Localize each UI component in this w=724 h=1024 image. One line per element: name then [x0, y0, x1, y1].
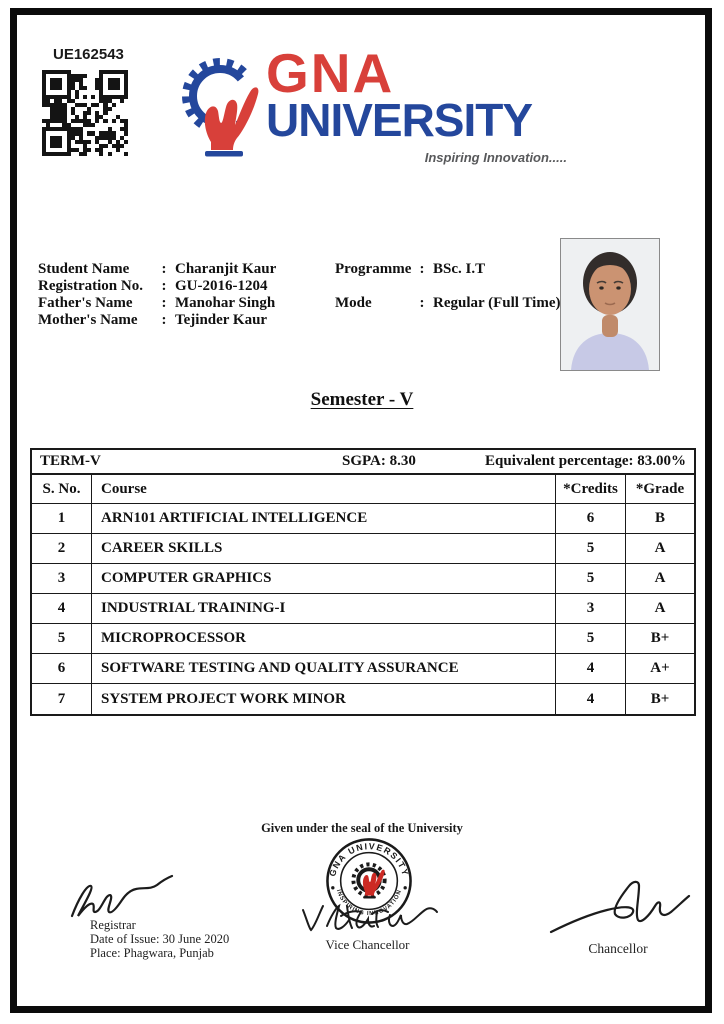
registration-row: [38, 278, 276, 295]
sno-cell: 1: [32, 504, 92, 533]
mode-label: Mode: [335, 295, 372, 311]
vice-chancellor-label: Vice Chancellor: [325, 937, 410, 952]
registrar-signature: [62, 872, 177, 922]
course-cell: ARN101 ARTIFICIAL INTELLIGENCE: [92, 504, 556, 533]
course-header: Course: [92, 475, 556, 503]
student-photo: [560, 238, 660, 371]
mode-value: Regular (Full Time): [433, 295, 561, 311]
student-name-label: Student Name: [38, 261, 130, 277]
term-label: TERM-V: [40, 453, 101, 469]
colon: :: [161, 295, 167, 311]
table-header-row: [32, 475, 694, 504]
mother-name-label: Mother's Name: [38, 312, 138, 328]
registrar-block: [90, 918, 229, 960]
credits-cell: 5: [556, 564, 626, 593]
colon: :: [419, 295, 425, 311]
gear-hand-logo-icon: [180, 50, 264, 158]
credits-cell: 3: [556, 594, 626, 623]
mother-name-value: Tejinder Kaur: [175, 312, 268, 328]
sno-cell: 4: [32, 594, 92, 623]
course-cell: SYSTEM PROJECT WORK MINOR: [92, 684, 556, 714]
table-row: [32, 564, 694, 594]
seal-caption: Given under the seal of the University: [261, 821, 463, 835]
seal-top-text: GNA UNIVERSITY: [327, 841, 411, 878]
credits-header: *Credits: [556, 475, 626, 503]
sno-cell: 7: [32, 684, 92, 714]
credits-cell: 5: [556, 534, 626, 563]
table-row: [32, 684, 694, 714]
term-summary-row: [32, 450, 694, 475]
credits-cell: 6: [556, 504, 626, 533]
grade-cell: A: [654, 540, 666, 556]
student-name-value: Charanjit Kaur: [175, 261, 277, 277]
grade-header: *Grade: [635, 480, 685, 497]
table-row: [32, 654, 694, 684]
registration-label: Registration No.: [38, 278, 143, 294]
registration-value: GU-2016-1204: [175, 278, 268, 294]
grade-cell: B+: [650, 690, 670, 707]
student-photo-image: [561, 239, 659, 370]
chancellor-label: Chancellor: [588, 941, 648, 956]
mother-name-row: [38, 312, 276, 329]
grade-cell: B+: [650, 630, 670, 646]
grade-cell: B: [654, 510, 665, 526]
course-cell: INDUSTRIAL TRAINING-I: [92, 594, 556, 623]
date-of-issue: Date of Issue: 30 June 2020: [90, 932, 230, 946]
grade-cell: A+: [650, 660, 670, 676]
svg-text:GNA UNIVERSITY: [327, 841, 411, 878]
result-table: [30, 448, 696, 716]
table-row: [32, 594, 694, 624]
credits-cell: 4: [556, 654, 626, 683]
seal-bottom-text: INSPIRING INNOVATION: [334, 888, 404, 918]
sgpa-value: SGPA: 8.30: [342, 453, 416, 469]
colon: :: [161, 278, 167, 294]
sno-cell: 3: [32, 564, 92, 593]
chancellor-signature: [543, 868, 693, 940]
father-name-row: [38, 295, 276, 312]
programme-label: Programme: [335, 261, 412, 277]
logo-text-gna: GNA: [266, 42, 395, 104]
table-row: [32, 534, 694, 564]
equivalent-percentage: Equivalent percentage: 83.00%: [485, 453, 686, 469]
course-cell: MICROPROCESSOR: [92, 624, 556, 653]
student-details: [38, 261, 276, 329]
table-row: [32, 624, 694, 654]
course-cell: CAREER SKILLS: [92, 534, 556, 563]
programme-row: [335, 261, 561, 278]
course-cell: COMPUTER GRAPHICS: [92, 564, 556, 593]
mode-row: [335, 295, 561, 312]
grade-cell: A: [654, 600, 666, 616]
father-name-label: Father's Name: [38, 295, 133, 311]
sno-header: S. No.: [32, 475, 92, 503]
credits-cell: 4: [556, 684, 626, 714]
table-row: [32, 504, 694, 534]
grade-cell: A: [654, 570, 666, 586]
vice-chancellor-signature: [295, 900, 440, 940]
student-name-row: [38, 261, 276, 278]
sno-cell: 2: [32, 534, 92, 563]
sno-cell: 5: [32, 624, 92, 653]
credits-cell: 5: [556, 624, 626, 653]
course-cell: SOFTWARE TESTING AND QUALITY ASSURANCE: [92, 654, 556, 683]
colon: :: [419, 261, 425, 277]
sno-cell: 6: [32, 654, 92, 683]
colon: :: [161, 312, 167, 328]
semester-title-wrap: [0, 389, 724, 411]
logo-tagline: Inspiring Innovation.....: [424, 150, 567, 165]
place: Place: Phagwara, Punjab: [90, 946, 214, 960]
programme-details: [335, 261, 561, 329]
father-name-value: Manohar Singh: [175, 295, 276, 311]
qr-code: [42, 70, 128, 156]
programme-value: BSc. I.T: [433, 261, 486, 277]
logo-text-university: UNIVERSITY: [266, 94, 533, 146]
colon: :: [161, 261, 167, 277]
registrar-title: Registrar: [90, 918, 136, 932]
semester-title: Semester - V: [310, 389, 414, 410]
certificate-number: UE162543: [53, 46, 124, 63]
